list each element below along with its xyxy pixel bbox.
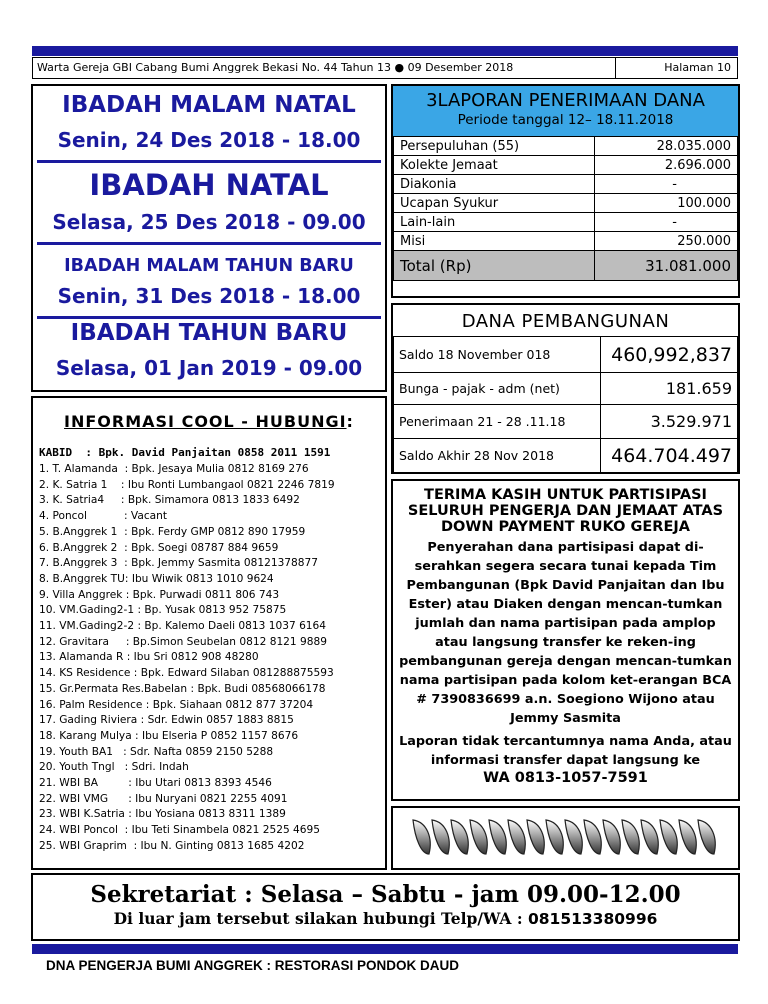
sekretariat-box — [31, 873, 740, 941]
divider — [37, 316, 381, 319]
ibadah-tahun-baru-date: Selasa, 01 Jan 2019 - 09.00 — [55, 356, 363, 380]
row-label: Kolekte Jemaat — [394, 156, 595, 175]
list-item: 17. Gading Riviera : Sdr. Edwin 0857 1883 8815 — [39, 714, 294, 727]
list-item: 1. T. Alamanda : Bpk. Jesaya Mulia 0812 8169 276 — [39, 463, 309, 475]
cool-contact-list — [39, 462, 385, 855]
list-item: 25. WBI Graprim : Ibu N. Ginting 0813 1685 4202 — [39, 839, 305, 852]
table-row — [394, 337, 738, 373]
sekretariat-contact-text: Di luar jam tersebut silakan hubungi Telp/WA : — [113, 909, 528, 928]
footer-text: DNA PENGERJA BUMI ANGGREK : RESTORASI PONDOK DAUD — [46, 958, 460, 973]
rope-icon — [393, 808, 738, 868]
terima-kasih-heading: TERIMA KASIH UNTUK PARTISIPASI SELURUH PENGERJA DAN JEMAAT ATAS DOWN PAYMENT RUKO GEREJA — [407, 487, 724, 535]
list-item: 20. Youth Tngl : Sdri. Indah — [39, 761, 189, 774]
row-value: 181.659 — [601, 373, 738, 405]
row-label: Persepuluhan (55) — [394, 137, 595, 156]
table-row — [394, 405, 738, 439]
table-row — [394, 439, 738, 473]
sekretariat-hours: Sekretariat : Selasa – Sabtu - jam 09.00-12.00 — [90, 881, 681, 908]
row-label: Saldo Akhir 28 Nov 2018 — [394, 439, 601, 473]
list-item: 19. Youth BA1 : Sdr. Nafta 0859 2150 5288 — [39, 745, 274, 758]
rope-strand — [527, 820, 544, 854]
rope-strand — [451, 820, 468, 854]
terima-kasih-note: Laporan tidak tercantumnya nama Anda, atau informasi transfer dapat langsung ke — [399, 734, 732, 768]
ibadah-natal-title: IBADAH NATAL — [89, 168, 329, 202]
total-label: Total (Rp) — [394, 251, 595, 281]
list-item: 22. WBI VMG : Ibu Nuryani 0821 2255 4091 — [39, 792, 288, 805]
list-item: 11. VM.Gading2-2 : Bp. Kalemo Daeli 0813 1037 6164 — [39, 620, 327, 633]
kabid-contact: KABID : Bpk. David Panjaitan 0858 2011 1591 — [39, 446, 331, 459]
laporan-header — [393, 86, 738, 136]
rope-strand — [508, 820, 525, 854]
page-header — [32, 57, 738, 79]
ibadah-schedule-box — [31, 84, 387, 392]
list-item: 15. Gr.Permata Res.Babelan : Bpk. Budi 08568066178 — [39, 682, 326, 695]
ibadah-malam-tahun-baru-title: IBADAH MALAM TAHUN BARU — [64, 256, 354, 276]
list-item: 4. Poncol : Vacant — [39, 510, 168, 523]
laporan-title: 3LAPORAN PENERIMAAN DANA — [426, 90, 705, 111]
ibadah-malam-natal-title: IBADAH MALAM NATAL — [62, 92, 356, 118]
ibadah-tahun-baru-title: IBADAH TAHUN BARU — [70, 320, 348, 346]
whatsapp-number: WA 0813-1057-7591 — [483, 770, 648, 786]
table-row — [394, 137, 738, 156]
list-item: 21. WBI BA : Ibu Utari 0813 8393 4546 — [39, 777, 272, 790]
dana-pembangunan-box — [391, 303, 740, 474]
table-row — [394, 373, 738, 405]
row-label: Lain-lain — [394, 213, 595, 232]
list-item: 7. B.Anggrek 3 : Bpk. Jemmy Sasmita 08121378877 — [39, 557, 319, 570]
page-number: Halaman 10 — [615, 58, 737, 78]
laporan-table — [393, 136, 738, 281]
rope-strand — [584, 820, 601, 854]
divider — [37, 160, 381, 163]
table-row — [394, 194, 738, 213]
list-item: 2. K. Satria 1 : Ibu Ronti Lumbangaol 0821 2246 7819 — [39, 478, 335, 491]
row-value: 464.704.497 — [601, 439, 738, 473]
row-label: Diakonia — [394, 175, 595, 194]
terima-kasih-body: Penyerahan dana partisipasi dapat di-serahkan segera secara tunai kepada Tim Pembangunan (Bpk David Panjaitan dan Ibu Ester) atau Diaken dengan mencan-tumkan jumlah dan nama partisipan pada amplop atau langsung transfer ke reken-ing pembangunan gereja dengan mencan-tumkan nama partisipan pada kolom ket-erangan BCA # 7390836699 a.n. Soegiono Wijono atau Jemmy Sasmita — [399, 540, 732, 726]
sekretariat-contact — [33, 908, 738, 928]
rope-strand — [470, 820, 487, 854]
bottom-color-bar — [32, 944, 738, 954]
bulletin-info: Warta Gereja GBI Cabang Bumi Anggrek Bekasi No. 44 Tahun 13 ● 09 Desember 2018 — [37, 61, 514, 74]
rope-strand — [679, 820, 696, 854]
table-row — [394, 213, 738, 232]
rope-strand — [641, 820, 658, 854]
rope-strand — [565, 820, 582, 854]
dana-table — [393, 336, 738, 473]
top-color-bar — [32, 46, 738, 56]
total-value: 31.081.000 — [595, 251, 738, 281]
table-row — [394, 175, 738, 194]
cool-info-box — [31, 396, 387, 870]
list-item: 12. Gravitara : Bp.Simon Seubelan 0812 8121 9889 — [39, 635, 327, 648]
list-item: 8. B.Anggrek TU: Ibu Wiwik 0813 1010 9624 — [39, 572, 274, 585]
row-label: Misi — [394, 232, 595, 251]
list-item: 13. Alamanda R : Ibu Sri 0812 908 48280 — [39, 651, 259, 664]
row-label: Bunga - pajak - adm (net) — [394, 373, 601, 405]
ibadah-malam-tahun-baru-date: Senin, 31 Des 2018 - 18.00 — [57, 284, 361, 308]
row-label: Ucapan Syukur — [394, 194, 595, 213]
dana-title: DANA PEMBANGUNAN — [461, 311, 670, 332]
row-value: 460,992,837 — [601, 337, 738, 373]
cool-title-colon: : — [346, 412, 354, 431]
list-item: 3. K. Satria4 : Bpk. Simamora 0813 1833 6492 — [39, 494, 300, 507]
rope-strand — [413, 820, 430, 854]
laporan-penerimaan-box — [391, 84, 740, 298]
row-value: 3.529.971 — [601, 405, 738, 439]
cool-title — [33, 412, 385, 431]
table-row — [394, 156, 738, 175]
list-item: 10. VM.Gading2-1 : Bp. Yusak 0813 952 75875 — [39, 604, 287, 617]
row-value: 100.000 — [595, 194, 738, 213]
cool-title-text: INFORMASI COOL - HUBUNGI — [64, 412, 347, 431]
list-item: 5. B.Anggrek 1 : Bpk. Ferdy GMP 0812 890 17959 — [39, 525, 306, 538]
rope-strand — [698, 820, 715, 854]
rope-strand — [603, 820, 620, 854]
row-value: 28.035.000 — [595, 137, 738, 156]
row-label: Penerimaan 21 - 28 .11.18 — [394, 405, 601, 439]
list-item: 23. WBI K.Satria : Ibu Yosiana 0813 8311 1389 — [39, 808, 286, 821]
row-value: 250.000 — [595, 232, 738, 251]
rope-strand — [432, 820, 449, 854]
total-row — [394, 251, 738, 281]
list-item: 14. KS Residence : Bpk. Edward Silaban 081288875593 — [39, 667, 334, 680]
sekretariat-phone: 081513380996 — [527, 910, 658, 928]
rope-strand — [660, 820, 677, 854]
rope-strand — [622, 820, 639, 854]
ibadah-malam-natal-date: Senin, 24 Des 2018 - 18.00 — [57, 128, 361, 152]
list-item: 6. B.Anggrek 2 : Bpk. Soegi 08787 884 9659 — [39, 541, 279, 554]
divider — [37, 242, 381, 245]
rope-decoration-box — [391, 806, 740, 870]
ibadah-natal-date: Selasa, 25 Des 2018 - 09.00 — [52, 210, 366, 234]
list-item: 16. Palm Residence : Bpk. Siahaan 0812 877 37204 — [39, 698, 314, 711]
row-value: 2.696.000 — [595, 156, 738, 175]
terima-kasih-box — [391, 479, 740, 801]
rope-strand — [489, 820, 506, 854]
list-item: 24. WBI Poncol : Ibu Teti Sinambela 0821 2525 4695 — [39, 824, 321, 837]
rope-strand — [546, 820, 563, 854]
list-item: 18. Karang Mulya : Ibu Elseria P 0852 1157 8676 — [39, 729, 299, 742]
row-value: - — [595, 175, 738, 194]
table-row — [394, 232, 738, 251]
row-value: - — [595, 213, 738, 232]
row-label: Saldo 18 November 018 — [394, 337, 601, 373]
list-item: 9. Villa Anggrek : Bpk. Purwadi 0811 806 743 — [39, 588, 280, 601]
laporan-period: Periode tanggal 12– 18.11.2018 — [457, 112, 674, 128]
